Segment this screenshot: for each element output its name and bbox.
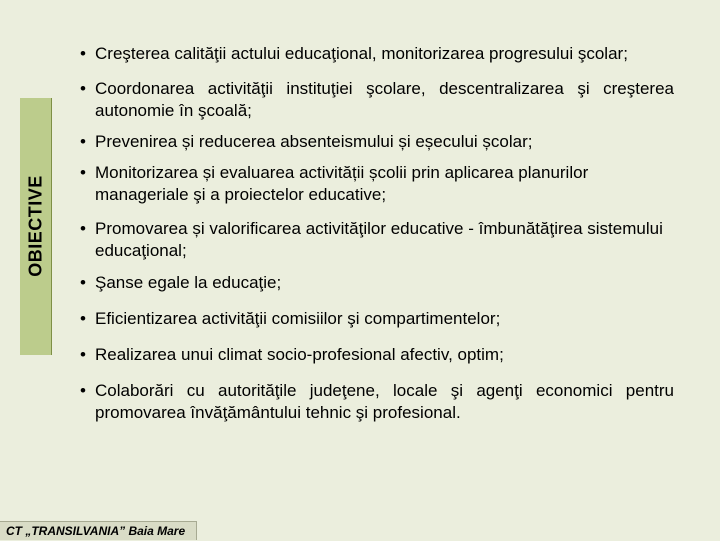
- list-item: • Coordonarea activităţii instituţiei şcolare, descentralizarea şi creşterea autonomie în şcoală;: [80, 78, 674, 122]
- list-item: • Colaborări cu autorităţile judeţene, locale şi agenţi economici pentru promovarea învăţământului tehnic şi profesional.: [80, 380, 674, 424]
- objectives-list: [80, 43, 674, 424]
- footer-caption: CT „TRANSILVANIA” Baia Mare: [0, 521, 197, 540]
- list-item: • Eficientizarea activităţii comisiilor şi compartimentelor;: [80, 308, 674, 330]
- list-item: • Promovarea și valorificarea activităţilor educative - îmbunătăţirea sistemului educaţional;: [80, 218, 674, 262]
- list-item: • Şanse egale la educaţie;: [80, 272, 674, 294]
- list-item: • Prevenirea și reducerea absenteismului și eșecului școlar;: [80, 131, 674, 153]
- list-item: • Realizarea unui climat socio-profesional afectiv, optim;: [80, 344, 674, 366]
- side-label: OBIECTIVE: [25, 175, 46, 277]
- list-item: • Creşterea calităţii actului educaţional, monitorizarea progresului şcolar;: [80, 43, 674, 65]
- list-item: • Monitorizarea și evaluarea activității școlii prin aplicarea planurilor manageriale şi a proiectelor educative;: [80, 162, 674, 206]
